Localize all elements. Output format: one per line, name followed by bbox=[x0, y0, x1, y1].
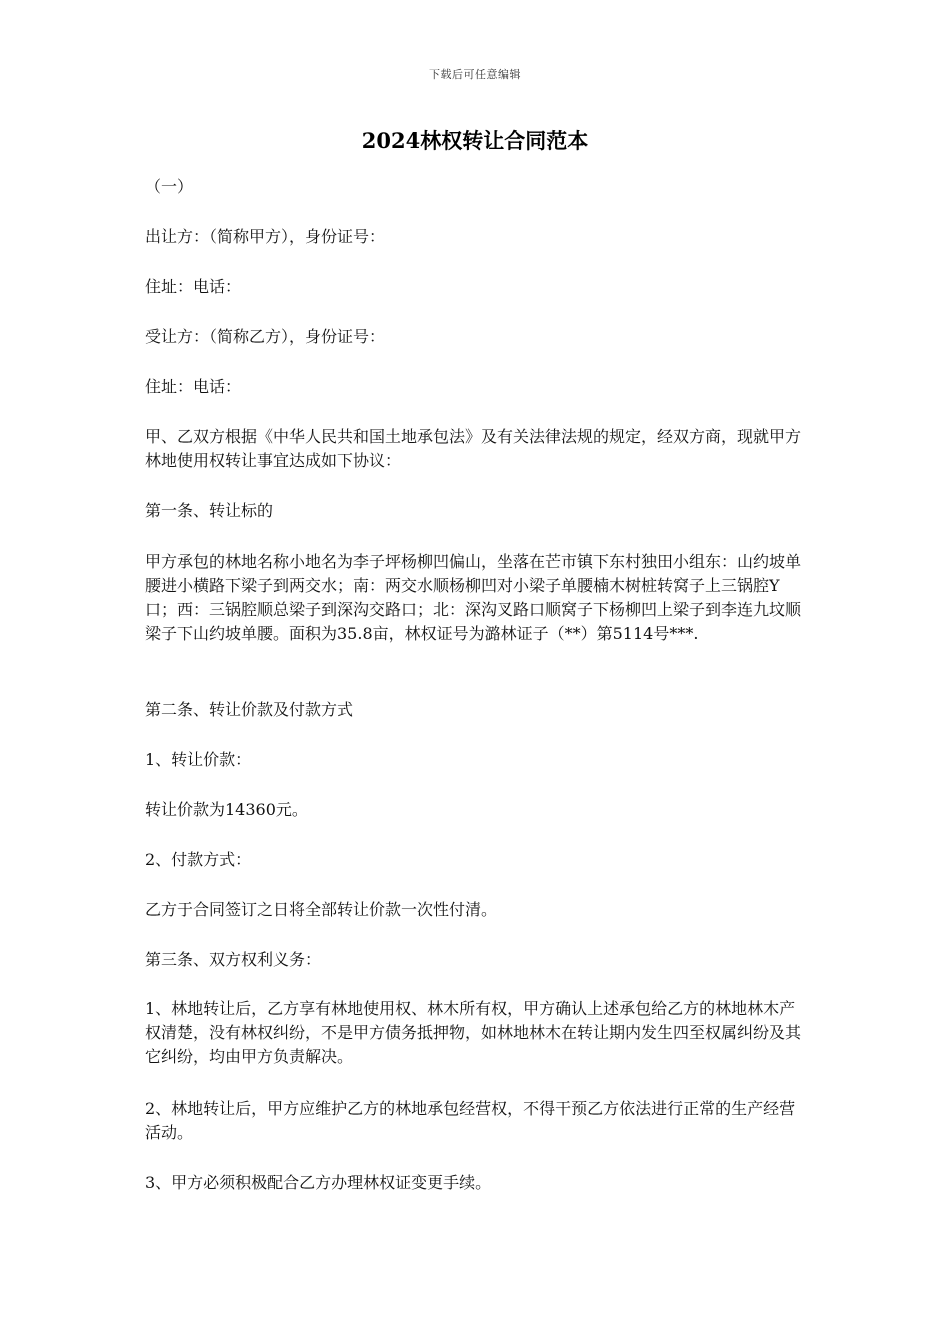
transferee-address-line: 住址：电话： bbox=[145, 377, 242, 396]
article-1-heading: 第一条、转让标的 bbox=[145, 501, 274, 520]
preamble-paragraph: 甲、乙双方根据《中华人民共和国土地承包法》及有关法律法规的规定，经双方商，现就甲方林地使用权转让事宜达成如下协议： bbox=[145, 427, 802, 470]
obligation-2: 2、林地转让后，甲方应维护乙方的林地承包经营权，不得干预乙方依法进行正常的生产经营活动。 bbox=[145, 1099, 796, 1142]
payment-terms: 乙方于合同签订之日将全部转让价款一次性付清。 bbox=[145, 900, 498, 919]
transferor-line: 出让方：（简称甲方），身份证号： bbox=[145, 227, 386, 246]
price-amount: 转让价款为14360元。 bbox=[145, 800, 308, 819]
obligation-3: 3、甲方必须积极配合乙方办理林权证变更手续。 bbox=[145, 1173, 492, 1192]
article-1-body: 甲方承包的林地名称小地名为李子坪杨柳凹偏山，坐落在芒市镇下东村独田小组东：山约坡单腰进小横路下梁子到两交水；南：两交水顺杨柳凹对小梁子单腰楠木树桩转窝子上三锅腔Y口；西：三锅腔顺总梁子到深沟交路口；北：深沟叉路口顺窝子下杨柳凹上梁子到李连九坟顺梁子下山约坡单腰。面积为35.8亩，林权证号为潞林证子（**）第5114号***. bbox=[145, 552, 802, 643]
obligation-1: 1、林地转让后，乙方享有林地使用权、林木所有权，甲方确认上述承包给乙方的林地林木产权清楚，没有林权纠纷，不是甲方债务抵押物，如林地林木在转让期内发生四至权属纠纷及其它纠纷，均由甲方负责解决。 bbox=[145, 999, 802, 1066]
header-note: 下载后可任意编辑 bbox=[429, 68, 521, 81]
transferor-address-line: 住址：电话： bbox=[145, 277, 242, 296]
transferee-line: 受让方：（简称乙方），身份证号： bbox=[145, 327, 386, 346]
document-title: 2024林权转让合同范本 bbox=[361, 128, 589, 153]
price-subheading: 1、转让价款： bbox=[145, 750, 252, 769]
payment-subheading: 2、付款方式： bbox=[145, 850, 252, 869]
article-3-heading: 第三条、双方权利义务： bbox=[145, 950, 322, 969]
article-2-heading: 第二条、转让价款及付款方式 bbox=[145, 700, 354, 719]
section-number: （一） bbox=[145, 177, 194, 196]
